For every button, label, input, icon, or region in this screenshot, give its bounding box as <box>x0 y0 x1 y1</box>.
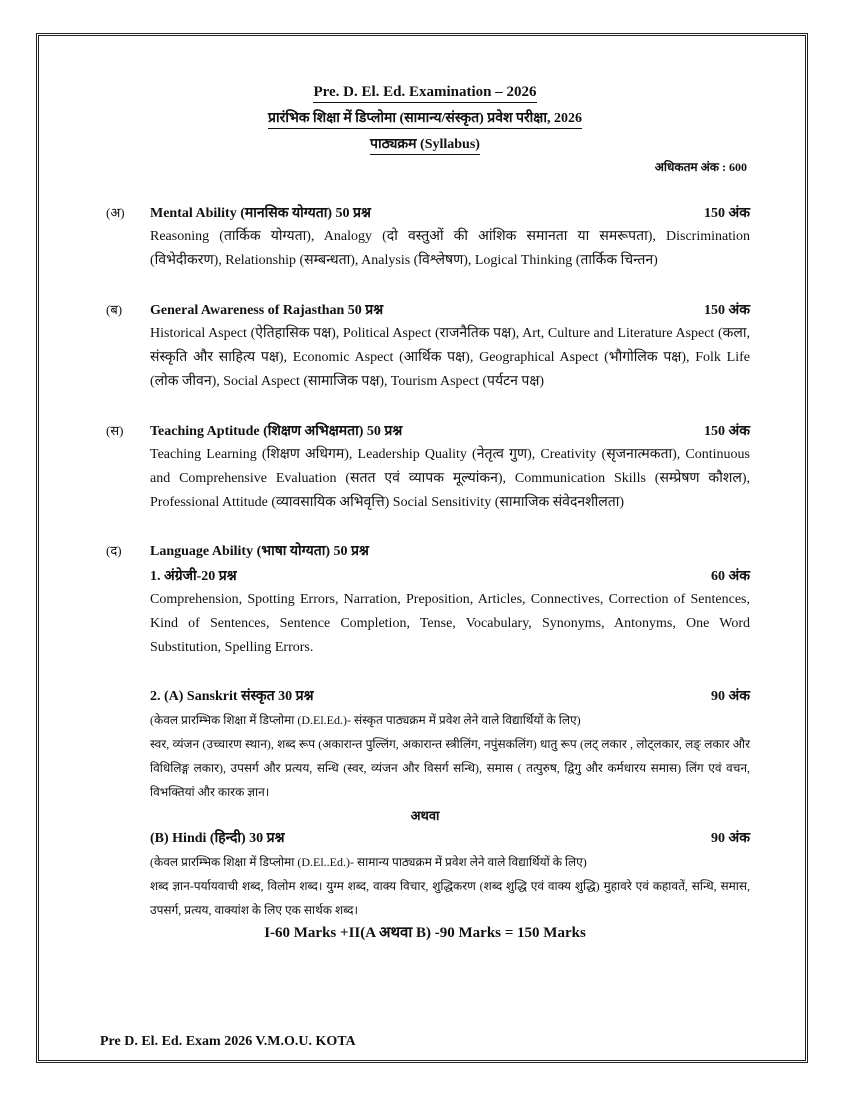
section-label: (द) <box>106 543 122 558</box>
or-divider: अथवा <box>410 808 440 823</box>
subsection-marks: 90 अंक <box>711 831 750 846</box>
section-marks: 150 अंक <box>704 303 750 318</box>
section-body: Reasoning (तार्किक योग्यता), Analogy (दो वस्तुओं की आंशिक समानता या समरूपता), Discrimination (विभेदीकरण), Relationship (सम्बन्धता), Analysis (विश्लेषण), Logical Thinking (तार्किक चिन्तन) <box>150 229 750 268</box>
section-marks: 150 अंक <box>704 424 750 439</box>
subsection-body: Comprehension, Spotting Errors, Narration, Preposition, Articles, Connectives, Correction of Sentences, Kind of Sentences, Sentence Completion, Tense, Vocabulary, Synonyms, Antonyms, One Word Substitution, Spelling Errors. <box>150 592 750 655</box>
footer: Pre D. El. Ed. Exam 2026 V.M.O.U. KOTA <box>100 1034 356 1049</box>
total-marks: I-60 Marks +II(A अथवा B) -90 Marks = 150 Marks <box>264 925 586 941</box>
subsection-title: 2. (A) Sanskrit संस्कृत 30 प्रश्न <box>150 689 314 704</box>
subsection-body: शब्द ज्ञान-पर्यायवाची शब्द, विलोम शब्द। युग्म शब्द, वाक्य विचार, शुद्धिकरण (शब्द शुद्धि एवं वाक्य शुद्धि) मुहावरे एवं कहावतें, सन्धि, समास, उपसर्ग, प्रत्यय, वाक्यांश के लिए एक सार्थक शब्द। <box>150 879 750 917</box>
section-marks: 150 अंक <box>704 206 750 221</box>
section-body: Historical Aspect (ऐतिहासिक पक्ष), Political Aspect (राजनैतिक पक्ष), Art, Culture and Literature Aspect (कला, संस्कृति और साहित्य पक्ष), Economic Aspect (आर्थिक पक्ष), Geographical Aspect (भौगोलिक पक्ष), Folk Life (लोक जीवन), Social Aspect (सामाजिक पक्ष), Tourism Aspect (पर्यटन पक्ष) <box>150 326 750 389</box>
max-marks: अधिकतम अंक : 600 <box>654 160 747 174</box>
syllabus-heading: पाठ्यक्रम (Syllabus) <box>0 134 850 155</box>
section-title: Language Ability (भाषा योग्यता) 50 प्रश्न <box>150 544 369 559</box>
subsection-title: 1. अंग्रेजी-20 प्रश्न <box>150 569 237 584</box>
section-body: Teaching Learning (शिक्षण अधिगम), Leadership Quality (नेतृत्व गुण), Creativity (सृजनात्मकता), Continuous and Comprehensive Evaluation (सतत एवं व्यापक मूल्यांकन), Communication Skills (सम्प्रेषण कौशल), Professional Attitude (व्यावसायिक अभिवृत्ति) Social Sensitivity (सामाजिक संवेदनशीलता) <box>150 447 750 510</box>
section-label: (स) <box>106 423 124 438</box>
subsection-marks: 90 अंक <box>711 689 750 704</box>
document-title: Pre. D. El. Ed. Examination – 2026 <box>0 84 850 103</box>
section-title: Mental Ability (मानसिक योग्यता) 50 प्रश्न <box>150 206 371 221</box>
subsection-body: स्वर, व्यंजन (उच्चारण स्थान), शब्द रूप (अकारान्त पुल्लिंग, अकारान्त स्त्रीलिंग, नपुंसकलिंग) धातु रूप (लट् लकार , लोट्लकार, लङ् लकार और विधिलिङ्ग लकार), उपसर्ग और प्रत्यय, सन्धि (स्वर, व्यंजन और विसर्ग सन्धि), समास ( तत्पुरुष, द्विगु और कर्मधारय समास) लिंग एवं वचन, विभक्तियां और कारक ज्ञान। <box>150 737 750 799</box>
document-subtitle: प्रारंभिक शिक्षा में डिप्लोमा (सामान्य/संस्कृत) प्रवेश परीक्षा, 2026 <box>0 108 850 129</box>
section-label: (अ) <box>106 205 125 220</box>
subsection-marks: 60 अंक <box>711 569 750 584</box>
subsection-note: (केवल प्रारम्भिक शिक्षा में डिप्लोमा (D.El..Ed.)- सामान्य पाठ्यक्रम में प्रवेश लेने वाले विद्यार्थियों के लिए) <box>150 855 587 869</box>
section-title: Teaching Aptitude (शिक्षण अभिक्षमता) 50 प्रश्न <box>150 424 403 439</box>
section-title: General Awareness of Rajasthan 50 प्रश्न <box>150 303 384 318</box>
subsection-note: (केवल प्रारम्भिक शिक्षा में डिप्लोमा (D.El.Ed.)- संस्कृत पाठ्यक्रम में प्रवेश लेने वाले विद्यार्थियों के लिए) <box>150 713 581 727</box>
subsection-title: (B) Hindi (हिन्दी) 30 प्रश्न <box>150 831 285 846</box>
section-label: (ब) <box>106 302 123 317</box>
